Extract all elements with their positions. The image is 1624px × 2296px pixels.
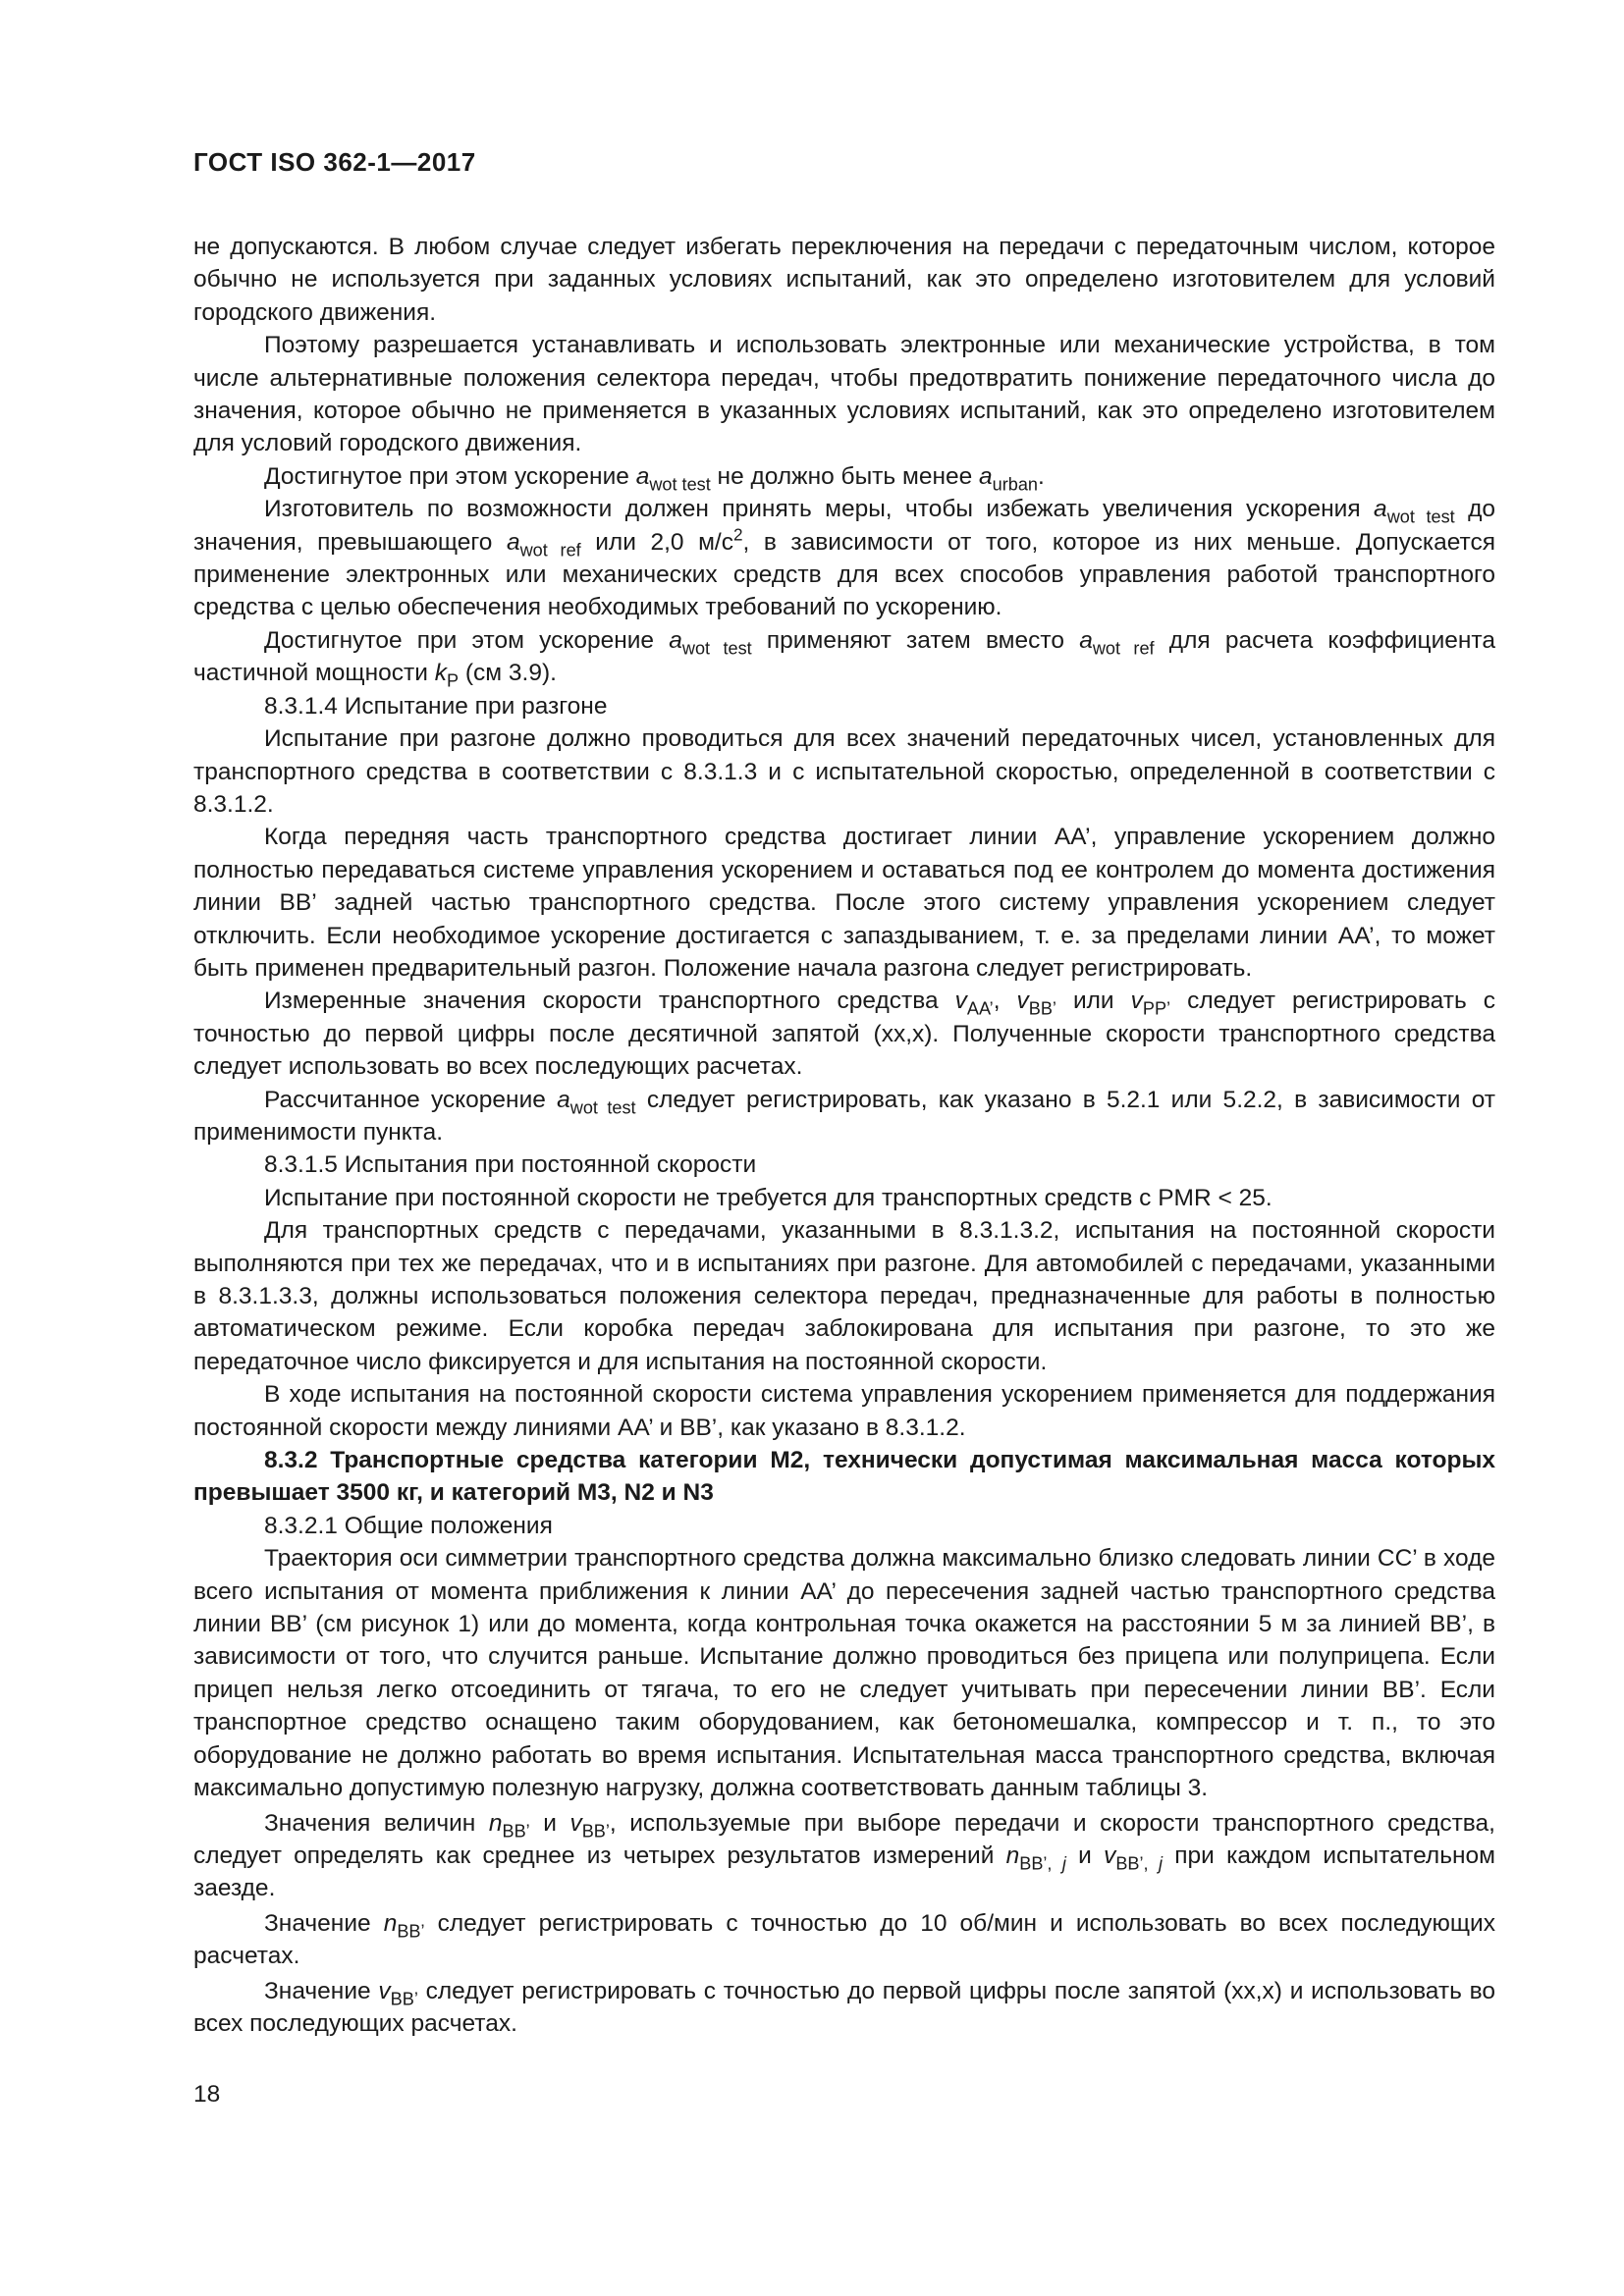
paragraph-gear-devices: Поэтому разрешается устанавливать и использовать электронные или механические устройства, в том числе альтернативные положения селектора передач, чтобы предотвратить понижение передаточного числа до значения, которое обычно не применяется в указанных условиях испытаний, как это определено изготовителем для условий городского движения. (193, 332, 1495, 457)
paragraph-values-nbb-vbb: Значения величин $n_{BB’}$ и $v_{BB’}$, используемые при выборе передачи и скорости транспортного средства, следует определять как среднее из четырех результатов измерений $n_{BB’, j}$ и $v_{BB’, j}$ при каждом испытательном заезде. (193, 1809, 1495, 1902)
paragraph-trajectory: Траектория оси симметрии транспортного средства должна максимально близко следовать линии СС’ в ходе всего испытания от момента приближения к линии АА’ до пересечения задней частью транспортного средства линии ВВ’ (см рисунок 1) или до момента, когда контрольная точка окажется на расстоянии 5 м за линией ВВ’, в зависимости от того, что случится раньше. Испытание должно проводиться без прицепа или полуприцепа. Если прицеп нельзя легко отсоединить от тягача, то его не следует учитывать при пересечении линии ВВ’. Если транспортное средство оснащено таким оборудованием, как бетономешалка, компрессор и т. п., то это оборудование не должно работать во время испытания. Испытательная масса транспортного средства, включая максимально допустимую полезную нагрузку, должна соответствовать данным таблицы 3. (193, 1545, 1495, 1802)
paragraph-acceleration-test: Испытание при разгоне должно проводиться для всех значений передаточных чисел, установленных для транспортного средства в соответствии с 8.3.1.3 и с испытательной скоростью, определенной в соответствии с 8.3.1.2. (193, 725, 1495, 818)
paragraph-measured-speeds: Измеренные значения скорости транспортного средства $v_{AA’}$, $v_{BB’}$ или $v_{PP’}$ следует регистрировать с точностью до первой цифры после десятичной запятой (хх,х). Полученные скорости транспортного средства следует использовать во всех последующих расчетах. (193, 988, 1495, 1081)
paragraph-nbb-precision: Значение $n_{BB’}$ следует регистрировать с точностью до 10 об/мин и использовать во всех последующих расчетах. (193, 1909, 1495, 1970)
paragraph-achieved-acceleration: Достигнутое при этом ускорение $a_{wot test}$ не должно быть менее $a_{urban}$. (264, 462, 1045, 495)
section-heading-8-3-1-4: 8.3.1.4 Испытание при разгоне (264, 692, 608, 720)
paragraph-pmr: Испытание при постоянной скорости не требуется для транспортных средств с PMR < 25. (264, 1184, 1272, 1211)
paragraph-manufacturer-measures: Изготовитель по возможности должен принять меры, чтобы избежать увеличения ускорения $a_{wot test}$ до значения, превышающего $a_{wot ref}$ или 2,0 $м/с^2$, в зависимости от того, которое из них меньше. Допускается применение электронных или механических средств для всех способов управления работой транспортного средства с целью обеспечения необходимых требований по ускорению. (193, 496, 1496, 621)
paragraph-calculated-acceleration: Рассчитанное ускорение $a_{wot test}$ следует регистрировать, как указано в 5.2.1 или 5.2.2, в зависимости от применимости пункта. (193, 1086, 1496, 1146)
paragraph-line-aa: Когда передняя часть транспортного средства достигает линии АА’, управление ускорением должно полностью передаваться системе управления ускорением и оставаться под ее контролем до момента достижения линии ВВ’ задней частью транспортного средства. После этого систему управления ускорением следует отключить. Если необходимое ускорение достигается с запаздыванием, т. е. за пределами линии АА’, то может быть применен предварительный разгон. Положение начала разгона следует регистрировать. (193, 824, 1495, 982)
section-heading-8-3-2: 8.3.2 Транспортные средства категории М2, технически допустимая максимальная масса которых превышает 3500 кг, и категорий М3, N2 и N3 (193, 1447, 1495, 1507)
section-heading-8-3-2-1: 8.3.2.1 Общие положения (264, 1512, 553, 1539)
paragraph-constant-speed-gears: Для транспортных средств с передачами, указанными в 8.3.1.3.2, испытания на постоянной скорости выполняются при тех же передачах, что и в испытаниях при разгоне. Для автомобилей с передачами, указанными в 8.3.1.3.3, должны использоваться положения селектора передач, предназначенные для работы в полностью автоматическом режиме. Если коробка передач заблокирована для испытания при разгоне, то это же передаточное число фиксируется и для испытания на постоянной скорости. (193, 1217, 1495, 1375)
paragraph-constant-speed-control: В ходе испытания на постоянной скорости система управления ускорением применяется для поддержания постоянной скорости между линиями АА’ и ВВ’, как указано в 8.3.1.2. (193, 1381, 1495, 1441)
section-heading-8-3-1-5: 8.3.1.5 Испытания при постоянной скорости (264, 1151, 757, 1179)
paragraph-continuation: не допускаются. В любом случае следует избегать переключения на передачи с передаточным числом, которое обычно не используется при заданных условиях испытаний, как это определено изготовителем для условий городского движения. (193, 234, 1495, 326)
document-body (193, 231, 1495, 2040)
paragraph-vbb-precision: Значение $v_{BB’}$ следует регистрировать с точностью до первой цифры после запятой (хх,х) и использовать во всех последующих расчетах. (193, 1977, 1495, 2037)
document-header: ГОСТ ISO 362-1—2017 (193, 147, 476, 177)
paragraph-partial-power: Достигнутое при этом ускорение $a_{wot test}$ применяют затем вместо $a_{wot ref}$ для расчета коэффициента частичной мощности $k_P$ (см 3.9). (193, 626, 1495, 691)
page-number: 18 (193, 2081, 221, 2108)
